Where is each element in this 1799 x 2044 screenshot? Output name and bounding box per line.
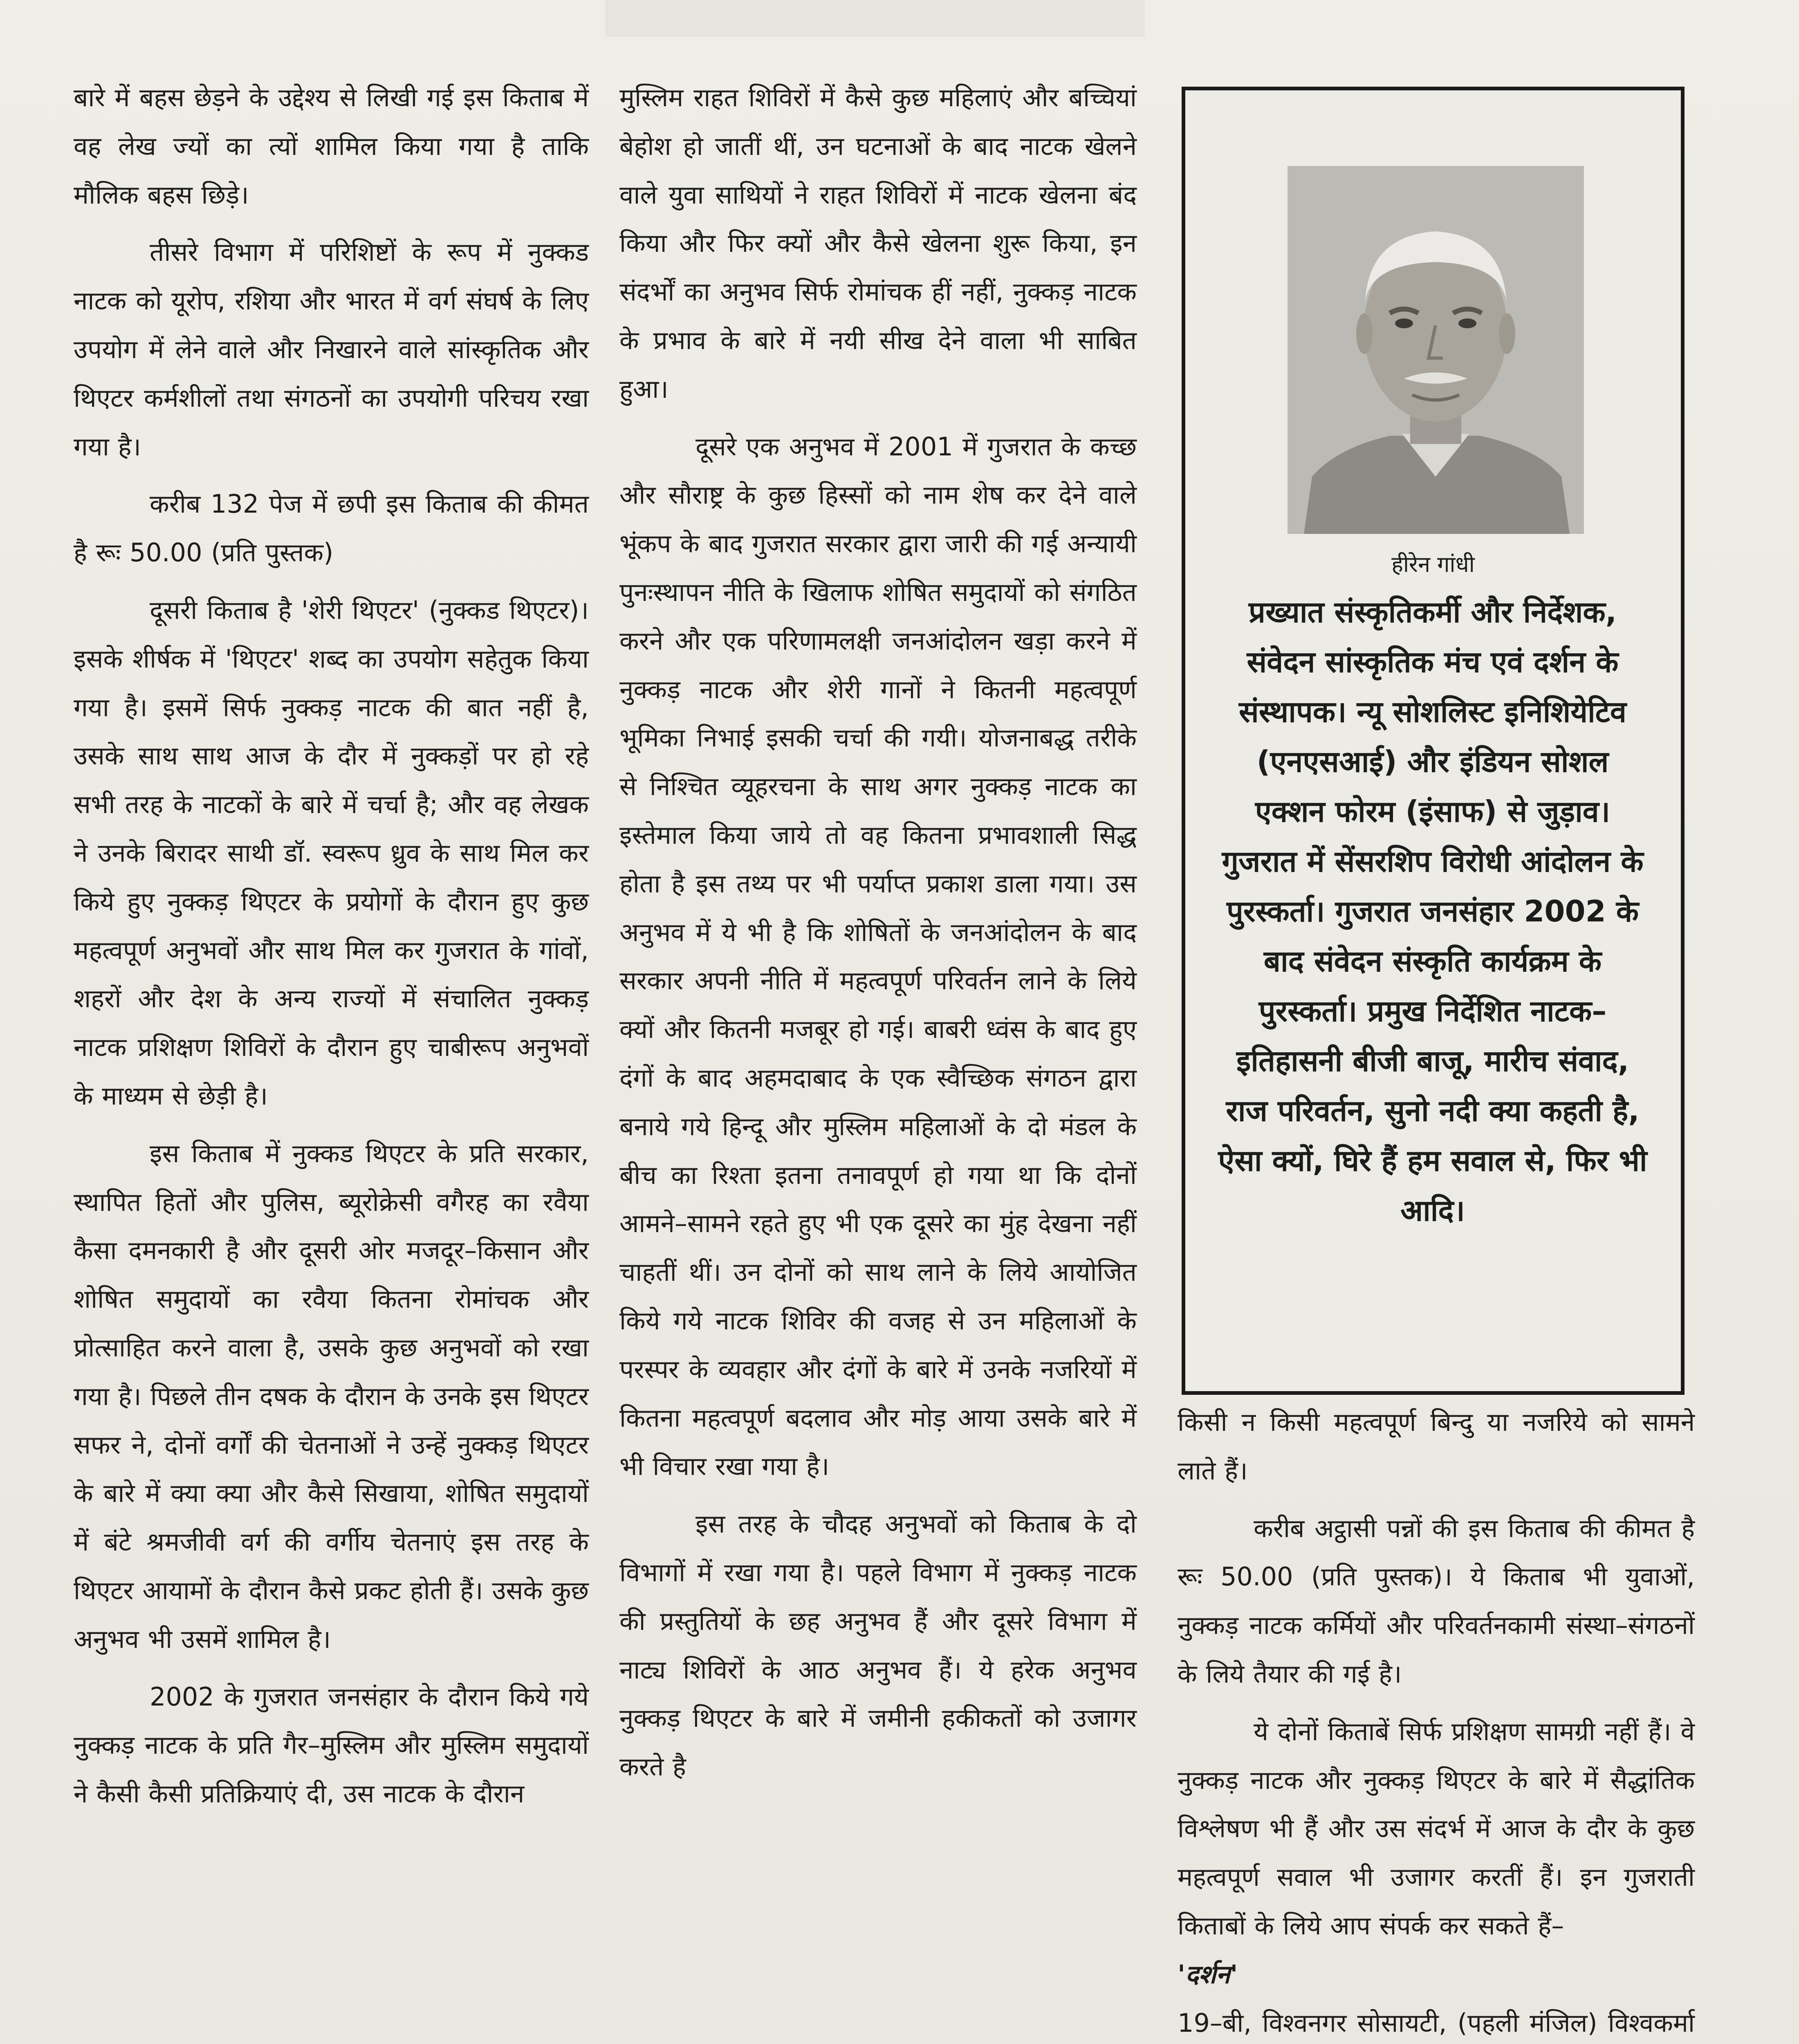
contact-block — [1178, 1950, 1695, 1999]
text-column-1 — [74, 74, 589, 1818]
paragraph: तीसरे विभाग में परिशिष्टों के रूप में नुक्कड नाटक को यूरोप, रशिया और भारत में वर्ग संघर्ष के लिए उपयोग में लेने वाले और निखारने वाले सांस्कृतिक और थिएटर कर्मशीलों तथा संगठनों का उपयोगी परिचय रखा गया है। — [74, 237, 589, 462]
paragraph: मुस्लिम राहत शिविरों में कैसे कुछ महिलाएं और बच्चियां बेहोश हो जातीं थीं, उन घटनाओं के बाद नाटक खेलने वाले युवा साथियों ने राहत शिविरों में नाटक खेलना बंद किया और फिर क्यों और कैसे खेलना शुरू किया, इन संदर्भों का अनुभव सिर्फ रोमांचक हीं नहीं, नुक्कड़ नाटक के प्रभाव के बारे में नयी सीख देने वाला भी साबित हुआ। — [619, 83, 1137, 404]
paragraph: इस किताब में नुक्कड थिएटर के प्रति सरकार, स्थापित हितों और पुलिस, ब्यूरोक्रेसी वगैरह का रवैया कैसा दमनकारी है और दूसरी ओर मजदूर–किसान और शोषित समुदायों का रवैया कितना रोमांचक और प्रोत्साहित करने वाला है, उसके कुछ अनुभवों को रखा गया है। पिछले तीन दषक के दौरान के उनके इस थिएटर सफर ने, दोनों वर्गों की चेतनाओं ने उन्हें नुक्कड़ थिएटर के बारे में क्या क्या और कैसे सिखाया, शोषित समुदायों में बंटे श्रमजीवी वर्ग की वर्गीय चेतनाएं इस तरह के थिएटर आयामों के दौरान कैसे प्रकट होती हैं। उसके कुछ अनुभव भी उसमें शामिल है। — [74, 1138, 589, 1654]
bleed-through-shade — [605, 0, 1145, 37]
paragraph: इस तरह के चौदह अनुभवों को किताब के दो विभागों में रखा गया है। पहले विभाग में नुक्कड़ नाटक की प्रस्तुतियों के छह अनुभव हैं और दूसरे विभाग में नाट्य शिविरों के आठ अनुभव हैं। ये हरेक अनुभव नुक्कड़ थिएटर के बारे में जमीनी हकीकतों को उजागर करते है — [619, 1509, 1137, 1782]
org-name: 'दर्शन' — [1178, 1959, 1238, 1989]
paragraph: बारे में बहस छेड़ने के उद्देश्य से लिखी गई इस किताब में वह लेख ज्यों का त्यों शामिल किया गया है ताकि मौलिक बहस छिड़े। — [74, 83, 589, 210]
paragraph: करीब अट्ठासी पन्नों की इस किताब की कीमत है रूः 50.00 (प्रति पुस्तक)। ये किताब भी युवाओं, नुक्कड़ नाटक कर्मियों और परिवर्तनकामी संस्था–संगठनों के लिये तैयार की गई है। — [1178, 1513, 1695, 1689]
paragraph: ये दोनों किताबें सिर्फ प्रशिक्षण सामग्री नहीं हैं। वे नुक्कड़ नाटक और नुक्कड़ थिएटर के बारे में सैद्धांतिक विश्लेषण भी हैं और उस संदर्भ में आज के दौर के कुछ महत्वपूर्ण सवाल भी उजागर करतीं हैं। इन गुजराती किताबों के लिये आप संपर्क कर सकते हैं– — [1178, 1716, 1695, 1941]
paragraph: दूसरी किताब है 'शेरी थिएटर' (नुक्कड थिएटर)। इसके शीर्षक में 'थिएटर' शब्द का उपयोग सहेतुक किया गया है। इसमें सिर्फ नुक्कड़ नाटक की बात नहीं है, उसके साथ साथ आज के दौर में नुक्कड़ों पर हो रहे सभी तरह के नाटकों के बारे में चर्चा है; और वह लेखक ने उनके बिरादर साथी डॉ. स्वरूप ध्रुव के साथ मिल कर किये हुए नुक्कड़ थिएटर के प्रयोगों के दौरान हुए कुछ महत्वपूर्ण अनुभवों और साथ मिल कर गुजरात के गांवों, शहरों और देश के अन्य राज्यों में संचालित नुक्कड़ नाटक प्रशिक्षण शिविरों के दौरान हुए चाबीरूप अनुभवों के माध्यम से छेड़ी है। — [74, 595, 589, 1111]
author-name: हीरेन गांधी — [1391, 551, 1475, 577]
paragraph: किसी न किसी महत्वपूर्ण बिन्दु या नजरिये को सामने लाते हैं। — [1178, 1407, 1695, 1486]
text-column-3 — [1178, 1398, 1695, 2044]
text-column-2 — [619, 74, 1137, 1791]
paragraph: 2002 के गुजरात जनसंहार के दौरान किये गये नुक्कड़ नाटक के प्रति गैर–मुस्लिम और मुस्लिम समुदायों ने कैसी कैसी प्रतिक्रियाएं दी, उस नाटक के दौरान — [74, 1681, 589, 1809]
paragraph: करीब 132 पेज में छपी इस किताब की कीमत है रूः 50.00 (प्रति पुस्तक) — [74, 489, 589, 568]
author-bio-box — [1182, 87, 1685, 1395]
author-description: प्रख्यात संस्कृतिकर्मी और निर्देशक, संवेदन सांस्कृतिक मंच एवं दर्शन के संस्थापक। न्यू सोशलिस्ट इनिशियेटिव (एनएसआई) और इंडियन सोशल एक्शन फोरम (इंसाफ) से जुड़ाव। गुजरात में सेंसरशिप विरोधी आंदोलन के पुरस्कर्ता। गुजरात जनसंहार 2002 के बाद संवेदन संस्कृति कार्यक्रम के पुरस्कर्ता। प्रमुख निर्देशित नाटक– इतिहासनी बीजी बाजू, मारीच संवाद, राज परिवर्तन, सुनो नदी क्या कहती है, ऐसा क्यों, घिरे हैं हम सवाल से, फिर भी आदि। — [1218, 595, 1647, 1228]
author-photo — [1288, 166, 1584, 534]
address: 19–बी, विश्वनगर सोसायटी, (पहली मंजिल) विश्वकर्मा — [1178, 2008, 1695, 2038]
author-portrait-image — [1288, 166, 1584, 534]
paragraph: दूसरे एक अनुभव में 2001 में गुजरात के कच्छ और सौराष्ट्र के कुछ हिस्सों को नाम शेष कर देने वाले भूंकप के बाद गुजरात सरकार द्वारा जारी की गई अन्यायी पुनःस्थापन नीति के खिलाफ शोषित समुदायों को संगठित करने और एक परिणामलक्षी जनआंदोलन खड़ा करने में नुक्कड़ नाटक और शेरी गानों ने कितनी महत्वपूर्ण भूमिका निभाई इसकी चर्चा की गयी। योजनाबद्ध तरीके से निश्चित व्यूहरचना के साथ अगर नुक्कड़ नाटक का इस्तेमाल किया जाये तो वह कितना प्रभावशाली सिद्ध होता है इस तथ्य पर भी पर्याप्त प्रकाश डाला गया। उस अनुभव में ये भी है कि शोषितों के जनआंदोलन के बाद सरकार अपनी नीति में महत्वपूर्ण परिवर्तन लाने के लिये क्यों और कितनी मजबूर हो गई। बाबरी ध्वंस के बाद हुए दंगों के बाद अहमदाबाद के एक स्वैच्छिक संगठन द्वारा बनाये गये हिन्दू और मुस्लिम महिलाओं के दो मंडल के बीच का रिश्ता इतना तनावपूर्ण हो गया था कि दोनों आमने–सामने रहते हुए भी एक दूसरे का मुंह देखना नहीं चाहतीं थीं। उन दोनों को साथ लाने के लिये आयोजित किये गये नाटक शिविर की वजह से उन महिलाओं के परस्पर के व्यवहार और दंगों के बारे में उनके नजरियों में कितना महत्वपूर्ण बदलाव और मोड़ आया उसके बारे में भी विचार रखा गया है। — [619, 431, 1137, 1481]
